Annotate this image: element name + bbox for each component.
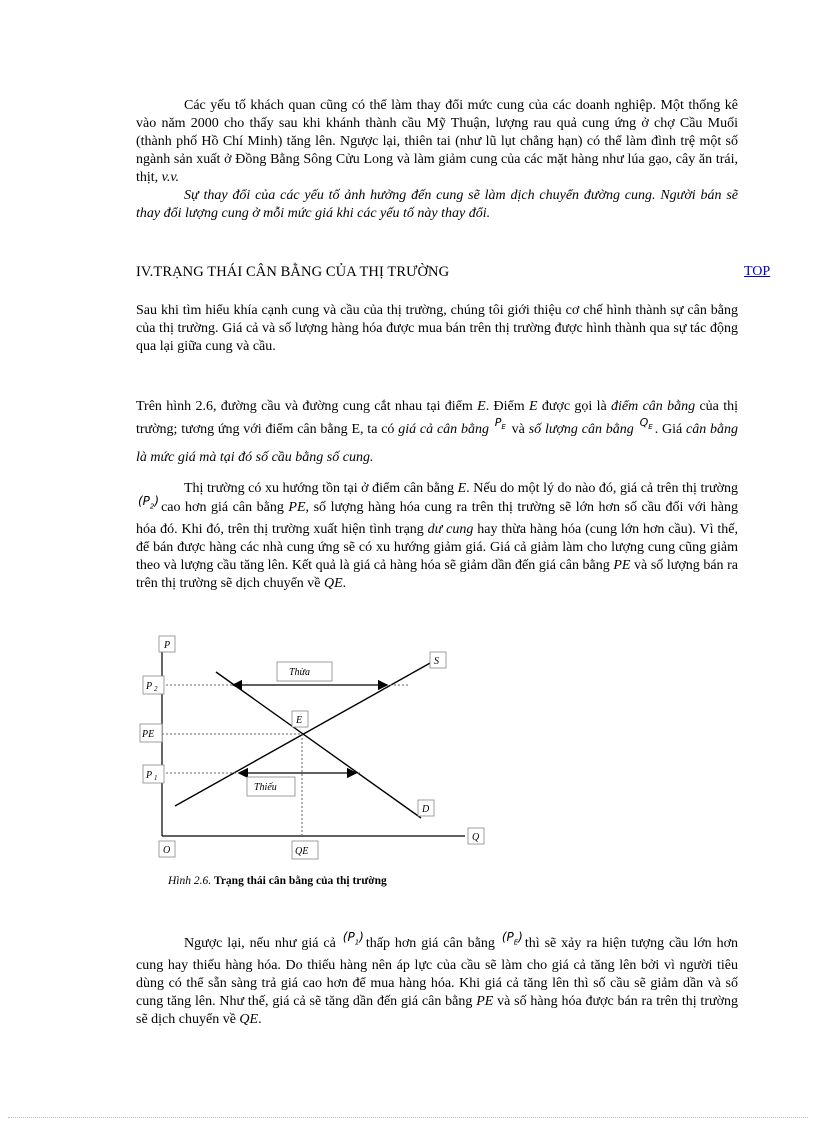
paragraph-supply-shift: Sự thay đổi của các yếu tố ảnh hưởng đến cung sẽ làm dịch chuyển đường cung. Người bán sẽ thay đổi lượng cung ở mỗi mức giá khi các yếu tố này thay đổi. xyxy=(136,188,738,221)
qe-symbol: QE xyxy=(639,416,653,432)
curve-label-d: D xyxy=(422,804,430,815)
surplus-label: Thừa xyxy=(289,667,311,678)
top-link[interactable]: TOP xyxy=(744,264,771,279)
svg-text:2: 2 xyxy=(154,685,158,693)
paragraph-supply-factors: Các yếu tố khách quan cũng có thể làm thay đổi mức cung của các doanh nghiệp. Một thống kê vào năm 2000 cho thấy sau khi khánh thành cầu Mỹ Thuận, lượng rau quả cung ứng ở chợ Cầu Muối (thành phố Hồ Chí Minh) tăng lên. Ngược lại, thiên tai (như lũ lụt chẳng hạn) có thể làm đình trệ một số ngành sản xuất ở Đồng Bằng Sông Cửu Long và làm giảm cung của các mặt hàng như lúa gạo, cây ăn trái, thịt, v.v. xyxy=(136,98,738,185)
point-label-e: E xyxy=(296,715,303,726)
pe-paren-symbol: $(P_E)$ xyxy=(501,930,523,947)
curve-label-s: S xyxy=(434,656,439,667)
page-bottom-rule xyxy=(8,1117,808,1118)
section-heading: IV.TRẠNG THÁI CÂN BẰNG CỦA THỊ TRƯỜNG xyxy=(136,264,450,280)
figure-caption: Hình 2.6. Trạng thái cân bằng của thị trường xyxy=(168,875,387,887)
paragraph-excess-demand: Ngược lại, nếu như giá cả $(P_1)$ thấp hơn giá cân bằng $(P_E)$ thì sẽ xảy ra hiện tượng cầu lớn hơn cung hay thiếu hàng hóa. Do thiếu hàng nên áp lực của cầu sẽ làm cho giá cả tăng lên bởi vì người tiêu dùng có thể sẵn sàng trả giá cao hơn để mua hàng hóa. Khi giá cả tăng lên thì số cầu sẽ giảm dần và số cung tăng lên. Như thế, giá cả sẽ tăng dần đến giá cân bằng PE và số hàng hóa được bán ra trên thị trường sẽ dịch chuyển về QE. xyxy=(136,930,738,1028)
pe-symbol: PE xyxy=(494,416,506,432)
axis-label-pe: PE xyxy=(142,729,155,740)
paragraph-equilibrium-point: Trên hình 2.6, đường cầu và đường cung cắt nhau tại điểm E. Điểm E được gọi là điểm cân bằng của thị trường; tương ứng với điểm cân bằng E, ta có giá cả cân bằng $^{P_E}$ và số lượng cân bằng $^{Q_E}$ . Giá cân bằng là mức giá mà tại đó số cầu bằng số cung. xyxy=(136,399,739,466)
paragraph-equilibrium-intro: Sau khi tìm hiểu khía cạnh cung và cầu của thị trường, chúng tôi giới thiệu cơ chế hình thành sự cân bằng của thị trường. Giá cả và số lượng hàng hóa được mua bán trên thị trường được hình thành qua sự tác động qua lại giữa cung và cầu. xyxy=(136,303,738,354)
axis-label-q: Q xyxy=(472,832,480,843)
svg-text:1: 1 xyxy=(154,774,158,782)
equilibrium-diagram xyxy=(132,628,502,863)
axis-label-qe: QE xyxy=(295,846,309,857)
paragraph-excess-supply: Thị trường có xu hướng tồn tại ở điểm cân bằng E. Nếu do một lý do nào đó, giá cả trên thị trường $(P_2)$ cao hơn giá cân bằng PE, số lượng hàng hóa cung ra trên thị trường sẽ lớn hơn số cầu đối với hàng hóa đó. Khi đó, trên thị trường xuất hiện tình trạng dư cung hay thừa hàng hóa (cung lớn hơn cầu). Vì thế, để bán được hàng các nhà cung ứng sẽ có xu hướng giảm giá. Giá cả giảm làm cho lượng cung cũng giảm theo và lượng cầu tăng lên. Kết quả là giá cả hàng hóa sẽ giảm dần đến giá cân bằng PE và số lượng bán ra trên thị trường sẽ dịch chuyển về QE. xyxy=(136,481,738,592)
axis-label-p2: P xyxy=(146,681,153,692)
axis-label-p1: P xyxy=(146,770,153,781)
shortage-label: Thiếu xyxy=(254,782,277,793)
p2-symbol: $(P_2)$ xyxy=(138,494,160,511)
axis-label-p: P xyxy=(164,640,171,651)
axis-label-o: O xyxy=(163,845,171,856)
p1-symbol: $(P_1)$ xyxy=(342,930,364,947)
